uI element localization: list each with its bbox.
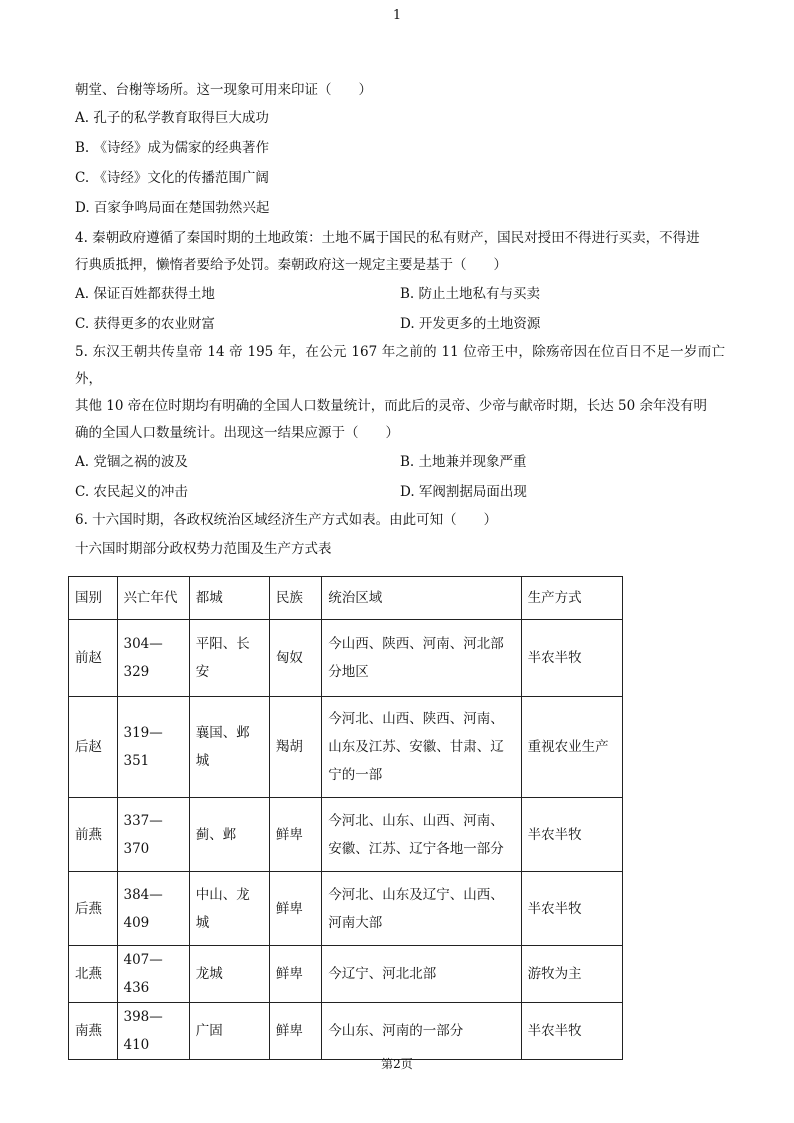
table-cell: 407—436: [117, 946, 189, 1003]
table-row: [69, 798, 623, 872]
table-cell: 龙城: [189, 946, 269, 1003]
table-cell: 襄国、邺城: [189, 697, 269, 798]
question-4: [75, 225, 725, 339]
table-cell: 南燕: [69, 1003, 118, 1060]
q5-option-b: B. 土地兼并现象严重: [400, 454, 527, 470]
table-header-cell: 兴亡年代: [117, 577, 189, 620]
table-cell: 今辽宁、河北北部: [322, 946, 521, 1003]
q4-option-a: A. 保证百姓都获得土地: [75, 286, 215, 302]
table-cell: 今山西、陕西、河南、河北部分地区: [322, 620, 521, 697]
table-cell: 384—409: [117, 872, 189, 946]
q5-stem-line3: 确的全国人口数量统计。出现这一结果应源于（ ）: [75, 425, 399, 441]
table-cell: 鲜卑: [269, 946, 321, 1003]
table-cell: 今河北、山东、山西、河南、安徽、江苏、辽宁各地一部分: [322, 798, 521, 872]
q6-stem: 6. 十六国时期，各政权统治区域经济生产方式如表。由此可知（ ）: [75, 512, 498, 528]
table-cell: 鲜卑: [269, 872, 321, 946]
page-number: 1: [392, 8, 402, 23]
q5-option-c: C. 农民起义的冲击: [75, 484, 188, 500]
table-cell: 鲜卑: [269, 1003, 321, 1060]
table-cell: 鲜卑: [269, 798, 321, 872]
q5-stem-line2: 其他 10 帝在位时期均有明确的全国人口数量统计，而此后的灵帝、少帝与献帝时期，长达 50 余年没有明: [75, 398, 708, 414]
table-header-cell: 民族: [269, 577, 321, 620]
table-cell: 后燕: [69, 872, 118, 946]
table-row: [69, 872, 623, 946]
q3-option-d: D. 百家争鸣局面在楚国勃然兴起: [75, 200, 270, 216]
q3-stem-tail: 朝堂、台榭等场所。这一现象可用来印证（ ）: [75, 82, 372, 98]
table-row: [69, 697, 623, 798]
q4-stem-line2: 行典质抵押，懒惰者要给予处罚。秦朝政府这一规定主要是基于（ ）: [75, 257, 507, 273]
table-cell: 今河北、山东及辽宁、山西、河南大部: [322, 872, 521, 946]
question-content: [75, 78, 725, 562]
q5-option-d: D. 军阀割据局面出现: [400, 484, 527, 500]
q3-option-c: C. 《诗经》文化的传播范围广阔: [75, 170, 269, 186]
table-cell: 半农半牧: [521, 1003, 622, 1060]
table-cell: 平阳、长安: [189, 620, 269, 697]
table-header-cell: 统治区域: [322, 577, 521, 620]
question-5: [75, 339, 725, 507]
table-cell: 前燕: [69, 798, 118, 872]
q3-option-a: A. 孔子的私学教育取得巨大成功: [75, 110, 269, 126]
q4-option-d: D. 开发更多的土地资源: [400, 316, 541, 332]
table-cell: 半农半牧: [521, 798, 622, 872]
table-cell: 337—370: [117, 798, 189, 872]
page-footer: 第2页: [381, 1057, 413, 1071]
table-header-cell: 都城: [189, 577, 269, 620]
table-cell: 蓟、邺: [189, 798, 269, 872]
table-cell: 游牧为主: [521, 946, 622, 1003]
table-cell: 羯胡: [269, 697, 321, 798]
table-cell: 半农半牧: [521, 872, 622, 946]
table-header-cell: 生产方式: [521, 577, 622, 620]
table-cell: 319—351: [117, 697, 189, 798]
table-cell: 后赵: [69, 697, 118, 798]
table-header-row: [69, 577, 623, 620]
q4-option-b: B. 防止土地私有与买卖: [400, 286, 541, 302]
q5-option-a: A. 党锢之祸的波及: [75, 454, 188, 470]
table-cell: 304—329: [117, 620, 189, 697]
table-cell: 中山、龙城: [189, 872, 269, 946]
q4-stem-line1: 4. 秦朝政府遵循了秦国时期的土地政策：土地不属于国民的私有财产，国民对授田不得进行买卖，不得进: [75, 230, 700, 246]
table-cell: 广固: [189, 1003, 269, 1060]
table-cell: 398—410: [117, 1003, 189, 1060]
table-title: 十六国时期部分政权势力范围及生产方式表: [75, 541, 332, 557]
q3-option-b: B. 《诗经》成为儒家的经典著作: [75, 140, 270, 156]
table-row: [69, 946, 623, 1003]
table-header-cell: 国别: [69, 577, 118, 620]
table-cell: 今山东、河南的一部分: [322, 1003, 521, 1060]
table-row: [69, 620, 623, 697]
table-cell: 前赵: [69, 620, 118, 697]
table-row: [69, 1003, 623, 1060]
q4-option-c: C. 获得更多的农业财富: [75, 316, 215, 332]
table-cell: 半农半牧: [521, 620, 622, 697]
table-cell: 今河北、山西、陕西、河南、山东及江苏、安徽、甘肃、辽宁的一部: [322, 697, 521, 798]
regimes-table: [68, 576, 623, 1060]
table-cell: 匈奴: [269, 620, 321, 697]
table-cell: 北燕: [69, 946, 118, 1003]
q5-stem-line1: 5. 东汉王朝共传皇帝 14 帝 195 年，在公元 167 年之前的 11 位帝王中，除殇帝因在位百日不足一岁而亡外，: [75, 344, 725, 387]
table-cell: 重视农业生产: [521, 697, 622, 798]
